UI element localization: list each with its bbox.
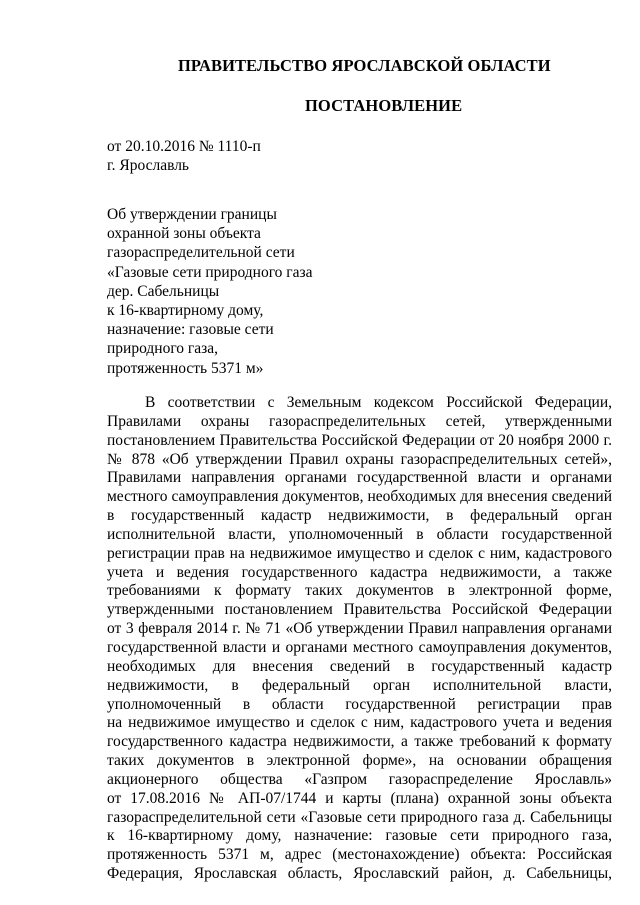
document-title (107, 205, 313, 378)
body-line: от 3 февраля 2014 г. № 71 «Об утверждении Правил направления органами (107, 620, 612, 638)
body-line: от 17.08.2016 № АП-07/1744 и карты (плана) охранной зоны объекта (107, 789, 612, 807)
title-line: дер. Сабельницы (107, 282, 220, 300)
body-line: регистрации прав на недвижимое имущество и сделок с ним, кадастрового (107, 544, 612, 562)
body-line: Федерация, Ярославская область, Ярославский район, д. Сабельницы, (107, 865, 612, 883)
title-line: Об утверждении границы (107, 206, 277, 223)
document-meta (107, 137, 261, 175)
document-type-heading: ПОСТАНОВЛЕНИЕ (305, 96, 463, 115)
date-number: от 20.10.2016 № 1110-п (107, 138, 261, 155)
title-line: назначение: газовые сети (107, 321, 274, 339)
body-line: в государственный кадастр недвижимости, в федеральный орган (107, 507, 612, 525)
body-line: газораспределительной сети «Газовые сети природного газа д. Сабельницы (107, 808, 612, 826)
document-body (107, 394, 612, 884)
body-line: государственной власти и органами местного самоуправления документов, (107, 638, 612, 656)
body-line: таких документов в электронной форме», на основании обращения (107, 752, 612, 770)
body-line: протяженность 5371 м, адрес (местонахождение) объекта: Российская (107, 846, 612, 864)
body-line: учета и ведения государственного кадастра недвижимости, а также (107, 563, 612, 581)
government-heading: ПРАВИТЕЛЬСТВО ЯРОСЛАВСКОЙ ОБЛАСТИ (178, 56, 551, 75)
body-line: к 16-квартирному дому, назначение: газовые сети природного газа, (107, 827, 612, 845)
body-line: утвержденными постановлением Правительства Российской Федерации (107, 601, 612, 619)
body-line: государственного кадастра недвижимости, а также требований к формату (107, 733, 612, 751)
body-line: недвижимости, в федеральный орган исполнительной власти, (107, 676, 612, 694)
body-line: требованиями к формату таких документов в электронной форме, (107, 582, 612, 600)
title-line: природного газа, (107, 340, 219, 358)
body-line: № 878 «Об утверждении Правил охраны газораспределительных сетей», (107, 450, 612, 468)
title-line: к 16-квартирному дому, (107, 302, 264, 320)
body-line: уполномоченный в области государственной регистрации прав (107, 695, 612, 713)
title-line: охранной зоны объекта (107, 225, 261, 243)
title-line: протяженность 5371 м» (107, 359, 264, 377)
body-line: Правилами направления органами государственной власти и органами (107, 469, 612, 487)
title-line: «Газовые сети природного газа (107, 263, 313, 281)
body-line: необходимых для внесения сведений в государственный кадастр (107, 657, 612, 675)
body-line: исполнительной власти, уполномоченный в области государственной (107, 525, 612, 543)
body-line: В соответствии с Земельным кодексом Российской Федерации, (145, 394, 612, 411)
body-line: акционерного общества «Газпром газораспределение Ярославль» (107, 770, 612, 788)
body-line: постановлением Правительства Российской Федерации от 20 ноября 2000 г. (107, 431, 612, 449)
body-line: местного самоуправления документов, необходимых для внесения сведений (107, 488, 612, 506)
body-line: на недвижимое имущество и сделок с ним, кадастрового учета и ведения (107, 714, 612, 732)
title-line: газораспределительной сети (107, 244, 295, 262)
body-line: Правилами охраны газораспределительных сетей, утвержденными (107, 412, 612, 430)
city: г. Ярославль (107, 157, 189, 174)
